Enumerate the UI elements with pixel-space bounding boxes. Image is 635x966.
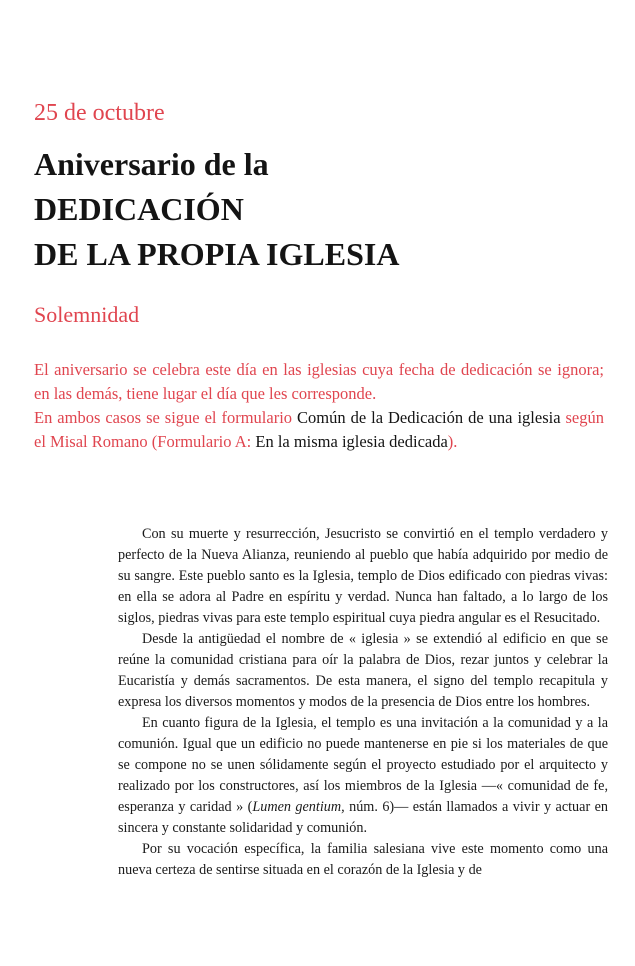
rubric-paragraph-1: El aniversario se celebra este día en las iglesias cuya fecha de dedicación se ignora; en las demás, tiene lugar el día que les corresponde. bbox=[34, 360, 604, 403]
body-text: En cuanto figura de la Iglesia, el templo es una invitación a la comunidad y a la comunión. Igual que un edificio no puede mantenerse en pie si los materiales de que se compone no se unen sólidamente según el proyecto estudiado por el arquitecto y realizado por los constructores, así los miembros de la Iglesia —« comunidad de fe, esperanza y caridad » ( bbox=[118, 715, 608, 815]
rubric-text: según el Misal Romano (Formulario A: bbox=[34, 408, 604, 451]
title-line-3: DE LA PROPIA IGLESIA bbox=[34, 236, 400, 272]
body-paragraph-2: Desde la antigüedad el nombre de « iglesia » se extendió al edificio en que se reúne la comunidad cristiana para oír la palabra de Dios, rezar juntos y celebrar la Eucaristía y demás sacramentos. De esta manera, el signo del templo recapitula y expresa los diversos momentos y modos de la presencia de Dios entre los hombres. bbox=[118, 631, 608, 710]
body-text: núm. 6)— están llamados a vivir y actuar en sincera y constante solidaridad y comunión. bbox=[118, 799, 608, 836]
liturgical-rank: Solemnidad bbox=[34, 302, 140, 327]
body-paragraph-3 bbox=[118, 713, 608, 839]
citation-title: Lumen gentium, bbox=[252, 799, 345, 815]
title-line-2: DEDICACIÓN bbox=[34, 191, 244, 227]
feast-date: 25 de octubre bbox=[34, 100, 165, 126]
commentary-body bbox=[118, 524, 608, 881]
rubric-text: ). bbox=[447, 432, 458, 451]
body-paragraph-1: Con su muerte y resurrección, Jesucristo se convirtió en el templo verdadero y perfecto de la Nueva Alianza, reuniendo al pueblo que había adquirido por medio de su sangre. Este pueblo santo es la Iglesia, templo de Dios edificado con piedras vivas: en ella se adora al Padre en espíritu y verdad. Nunca han faltado, a lo largo de los siglos, piedras vivas para este templo espiritual cuya piedra angular es el Resucitado. bbox=[118, 526, 608, 626]
rubric-block bbox=[34, 358, 604, 454]
body-paragraph-4: Por su vocación específica, la familia salesiana vive este momento como una nueva certeza de sentirse situada en el corazón de la Iglesia y de bbox=[118, 841, 608, 878]
formulary-name: Común de la Dedicación de una iglesia bbox=[297, 408, 561, 427]
formulary-option: En la misma iglesia dedicada bbox=[255, 432, 448, 451]
feast-title bbox=[34, 142, 399, 277]
rubric-paragraph-2 bbox=[34, 406, 604, 454]
title-line-1: Aniversario de la bbox=[34, 146, 269, 182]
rubric-text: En ambos casos se sigue el formulario bbox=[34, 408, 298, 427]
